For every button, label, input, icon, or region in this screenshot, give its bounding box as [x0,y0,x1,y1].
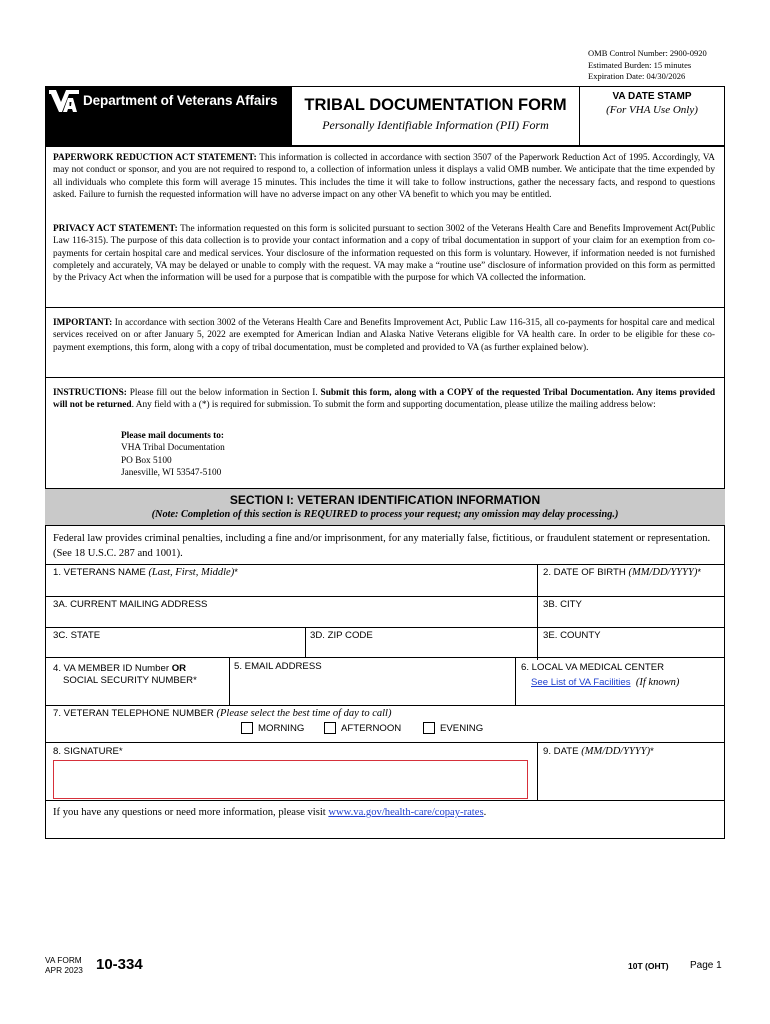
date-stamp-subtitle: (For VHA Use Only) [606,104,698,116]
form-date: APR 2023 [45,965,83,975]
divider [305,627,306,657]
field-label: 4. VA MEMBER ID Number [53,663,172,674]
paperwork-text: This information is collected in accordance with section 3507 of the Paperwork Reduction Act of 1995. Accordingly, VA may not conduct or sponsor, and you are not required to respond to, a collection of information unless it displays a valid OMB number. We anticipate that the time expended by all individuals who complete this form will average 15 minutes. This includes the time it will take to follow instructions, gather the necessary facts, and respond to questions asked. Failure to furnish the requested information will have no adverse impact on any other VA benefit to which you may be entitled. [53,153,715,200]
form-title: TRIBAL DOCUMENTATION FORM [304,96,567,114]
form-subtitle: Personally Identifiable Information (PII) Form [322,118,549,132]
divider [45,596,725,597]
more-info-line [53,807,486,818]
section-note: (Note: Completion of this section is REQUIRED to process your request; any omission may delay processing.) [151,509,619,520]
omb-info [588,48,707,83]
mailing-address-field[interactable] [53,599,207,611]
divider [537,564,538,660]
field-label: 3E. COUNTY [543,630,601,641]
required-mark: * [650,746,654,757]
divider [45,705,725,706]
agency-name: Department of Veterans Affairs [83,93,278,108]
mail-heading: Please mail documents to: [121,431,225,441]
veterans-name-field[interactable] [53,567,238,579]
afternoon-checkbox[interactable] [324,722,336,734]
field-label: 5. EMAIL ADDRESS [234,661,322,672]
va-seal-icon [49,88,79,114]
field-label: 3D. ZIP CODE [310,630,373,641]
signature-field[interactable] [53,760,528,799]
divider [45,564,725,565]
penalty-notice: Federal law provides criminal penalties, including a fine and/or imprisonment, for any materially false, fictitious, or fraudulent statement or representation. (See 18 U.S.C. 287 and 1001). [53,533,711,559]
field-label: 3C. STATE [53,630,101,641]
field-label: 7. VETERAN TELEPHONE NUMBER [53,708,217,719]
omb-control-number: OMB Control Number: 2900-0920 [588,48,707,58]
divider [45,307,725,308]
evening-label: EVENING [440,723,484,734]
field-hint: (Please select the best time of day to call) [216,708,392,719]
important-statement [53,317,715,354]
instructions-text-end: . Any field with a (*) is required for submission. To submit the form and supporting documentation, please utilize the mailing address below: [131,400,656,411]
copay-rates-link[interactable]: www.va.gov/health-care/copay-rates [328,807,484,818]
zip-code-field[interactable] [310,630,373,642]
mail-line: Janesville, WI 53547-5100 [121,467,222,478]
page-number: Page 1 [690,960,722,971]
title-block [292,86,579,146]
field-label: 3A. CURRENT MAILING ADDRESS [53,599,208,610]
member-id-or-ssn-field[interactable] [53,663,197,687]
signature-date-field[interactable] [543,746,654,758]
divider [229,657,230,705]
more-info-text: If you have any questions or need more information, please visit [53,807,329,818]
field-hint: (If known) [635,677,680,688]
privacy-text: The information requested on this form is solicited pursuant to section 3002 of the Veterans Health Care and Benefits Improvement Act(Public Law 116-315). The purpose of this data collection is to provide your contact information and a copy of tribal documentation in support of your claim for an exemption from co-payments for certain hospital care and medical services. Your disclosure of the information requested on this form is voluntary. However, if information needed is not furnished completely and accurately, VA may be delayed or unable to comply with the request. VA may make a “routine use” disclosure of information provided on this form as permitted by the Privacy Act when the information will be used for a purpose that is compatible with the purpose for which VA collected the information. [53,224,715,284]
email-address-field[interactable] [234,661,322,673]
field-hint: (MM/DD/YYYY) [581,746,651,757]
local-va-medical-center-field[interactable] [521,662,679,689]
instructions-heading: INSTRUCTIONS: [53,388,127,398]
morning-checkbox[interactable] [241,722,253,734]
field-label: 6. LOCAL VA MEDICAL CENTER [521,662,665,673]
va-form-label: VA FORM [45,955,82,965]
afternoon-label: AFTERNOON [341,723,402,734]
required-mark: * [234,567,238,578]
mailing-address [121,430,225,479]
city-field[interactable] [543,599,582,611]
divider [45,377,725,378]
form-code: 10T (OHT) [628,961,669,971]
field-label: 9. DATE [543,746,582,757]
state-field[interactable] [53,630,100,642]
omb-expiration: Expiration Date: 04/30/2026 [588,71,686,81]
divider [45,800,725,801]
evening-checkbox[interactable] [423,722,435,734]
divider [45,657,725,658]
field-hint: (Last, First, Middle) [148,567,235,578]
divider [537,742,538,800]
telephone-field[interactable] [53,708,391,720]
field-label: 3B. CITY [543,599,582,610]
field-hint: (MM/DD/YYYY) [628,567,698,578]
divider [45,742,725,743]
field-label: 1. VETERANS NAME [53,567,149,578]
more-info-end: . [483,807,487,818]
important-heading: IMPORTANT: [53,318,113,328]
omb-burden: Estimated Burden: 15 minutes [588,59,692,70]
divider [45,627,725,628]
field-label: SOCIAL SECURITY NUMBER* [63,675,197,686]
va-facilities-link[interactable]: See List of VA Facilities [531,677,631,688]
privacy-statement [53,223,715,284]
county-field[interactable] [543,630,601,642]
paperwork-statement [53,152,715,201]
mail-line: PO Box 5100 [121,455,172,466]
important-text: In accordance with section 3002 of the Veterans Health Care and Benefits Improvement Act, Public Law 116-315, all co-payments for hospital care and medical services received on or after January 5, 2022 are exempted for American Indian and Alaska Native Veterans eligible for VA health care. In order to be eligible for these co-payment exemptions, this form, along with a copy of tribal documentation, must be completed and provided to VA (as further explained below). [53,318,715,353]
paperwork-heading: PAPERWORK REDUCTION ACT STATEMENT: [53,153,257,163]
field-label: 2. DATE OF BIRTH [543,567,629,578]
privacy-heading: PRIVACY ACT STATEMENT: [53,224,178,234]
date-stamp-title: VA DATE STAMP [612,91,692,102]
section-title: SECTION I: VETERAN IDENTIFICATION INFORMATION [229,493,541,507]
form-footer-id [45,955,83,975]
field-label-or: OR [171,663,187,674]
instructions-bold-text: Submit this form, along with a COPY of the requested Tribal Documentation. Any items provided will not be returned [53,388,715,411]
required-mark: * [697,567,702,578]
mail-line: VHA Tribal Documentation [121,443,225,454]
morning-label: MORNING [258,723,305,734]
divider [515,657,516,705]
date-of-birth-field[interactable] [543,567,701,579]
signature-label: 8. SIGNATURE* [53,746,123,757]
instructions [53,387,715,412]
form-number: 10-334 [96,956,143,973]
instructions-text: Please fill out the below information in Section I. [126,388,321,398]
